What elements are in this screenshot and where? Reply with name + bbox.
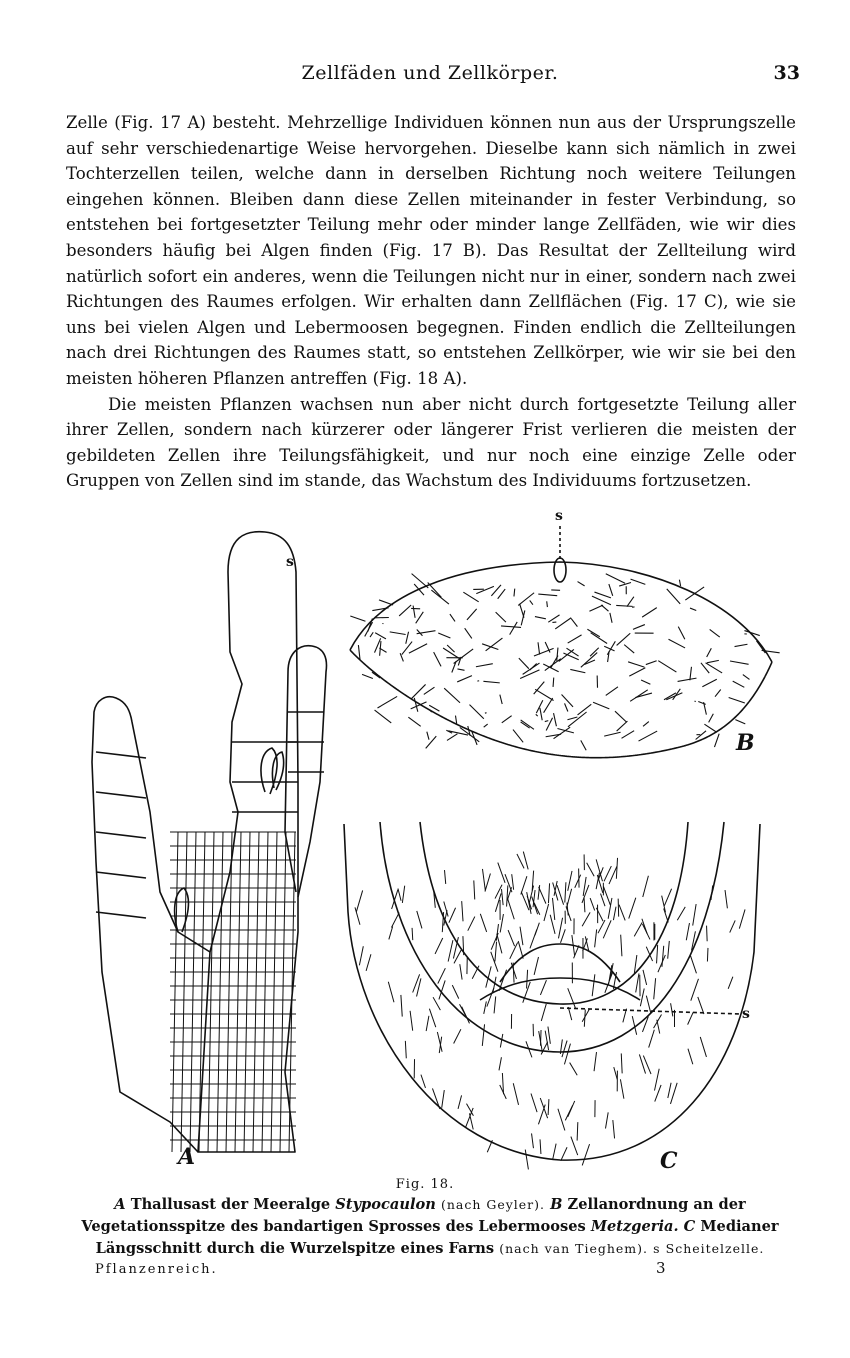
caption-a-species: Stypocaulon: [335, 1196, 436, 1213]
caption-c-label: C: [683, 1218, 696, 1235]
running-head: [60, 62, 800, 86]
panel-a-thallus-drawing: [92, 532, 326, 1152]
panel-c-label: C: [660, 1148, 678, 1174]
caption-c-source: (nach van Tieghem).: [499, 1241, 649, 1256]
caption-b-text: Zellanordnung an der Vegetationsspitze des bandartigen Sprosses des Lebermooses: [81, 1196, 746, 1235]
panel-b-label: B: [736, 730, 755, 756]
figure-illustration: [60, 512, 800, 1172]
caption-c-text: Medianer Längsschnitt durch die Wurzelspitze eines Farns: [95, 1218, 779, 1257]
footer-sheet-number: 3: [656, 1259, 666, 1277]
panel-a-s-label: s: [286, 554, 294, 570]
panel-c-root-tip-drawing: [344, 822, 760, 1169]
body-text: [66, 110, 796, 494]
caption-b-label: B: [550, 1196, 563, 1213]
panel-b-s-label: s: [555, 508, 563, 524]
caption-a-text: Thallusast der Meeralge: [130, 1196, 331, 1213]
paragraph-2: Die meisten Pflanzen wachsen nun aber nicht durch fortgesetzte Teilung aller ihrer Zellen, sondern nach kürzerer oder längerer Frist verlieren die meisten der gebildeten Zellen ihre Teilungsfähigkeit, und nur noch eine einzige Zelle oder Gruppen von Zellen sind im stande, das Wachstum des Individuums fortzusetzen.: [66, 394, 796, 491]
caption-a-label: A: [114, 1196, 126, 1213]
caption-b-species: Metzgeria.: [590, 1218, 679, 1235]
caption-s-text: Scheitelzelle.: [665, 1241, 765, 1256]
footer-signature: Pflanzenreich.: [95, 1262, 218, 1277]
figure-number: Fig. 18.: [395, 1177, 455, 1192]
panel-b-vegetation-tip-drawing: [350, 526, 780, 758]
panel-a-label: A: [178, 1144, 196, 1170]
panel-c-s-label: s: [742, 1006, 750, 1022]
page-number: 33: [773, 62, 800, 84]
figure-caption: [62, 1194, 798, 1260]
running-title: Zellfäden und Zellkörper.: [301, 62, 559, 84]
caption-s-label: s: [653, 1241, 661, 1256]
paragraph-1: Zelle (Fig. 17 A) besteht. Mehrzellige Individuen können nun aus der Ursprungszelle auf sehr verschiedenartige Weise hervorgehen. Dieselbe kann sich nämlich in zwei Tochterzellen teilen, welche dann in derselben Richtung noch weitere Teilungen eingehen können. Bleiben dann diese Zellen miteinander in fester Verbindung, so entstehen bei fortgesetzter Teilung mehr oder minder lange Zellfäden, wie wir dies besonders häufig bei Algen finden (Fig. 17 B). Das Resultat der Zellteilung wird natürlich sofort ein anderes, wenn die Teilungen nicht nur in einer, sondern nach zwei Richtungen des Raumes erfolgen. Wir erhalten dann Zellflächen (Fig. 17 C), wie sie uns bei vielen Algen und Lebermoosen begegnen. Finden endlich die Zellteilungen nach drei Richtungen des Raumes statt, so entstehen Zellkörper, wie wir sie bei den meisten höheren Pflanzen antreffen (Fig. 18 A).: [66, 113, 796, 388]
caption-a-source: (nach Geyler).: [440, 1197, 546, 1212]
figure-18: [60, 508, 800, 1174]
